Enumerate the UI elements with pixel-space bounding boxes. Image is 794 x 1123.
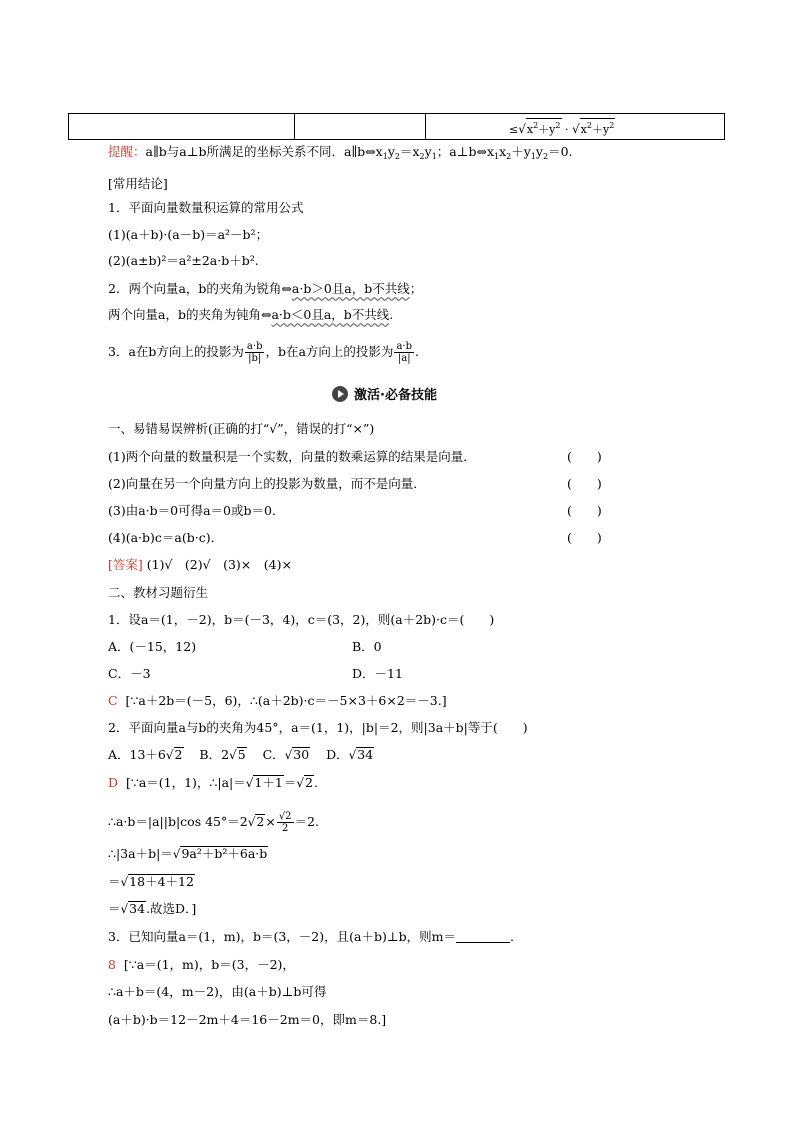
conclusion-2-acute: 2．两个向量a，b的夹角为锐角⇔a·b＞0且a，b不共线； bbox=[108, 281, 423, 296]
q2-stem: 2．平面向量a与b的夹角为45°，a＝(1，1)，|b|＝2，则|3a＋b|等于( ) bbox=[108, 720, 528, 735]
tip-text: a∥b与a⊥b所满足的坐标关系不同．a∥b⇔x bbox=[145, 144, 383, 159]
answer-paren: ( ) bbox=[567, 503, 602, 518]
q1-option-c: C．－3 bbox=[108, 666, 151, 681]
q1-solution: C [∵a＋2b＝(－5，6)，∴(a＋2b)·c＝－5×3＋6×2＝－3.] bbox=[108, 693, 447, 708]
part1-title: 一、易错易误辨析(正确的打“√”，错误的打“×”) bbox=[108, 421, 375, 436]
q3-solution-line-2: ∴a＋b＝(4，m－2)，由(a＋b)⊥b可得 bbox=[108, 984, 327, 999]
q1-stem: 1．设a＝(1，－2)，b＝(－3，4)，c＝(3，2)，则(a＋2b)·c＝( ) bbox=[108, 612, 495, 627]
answer-paren: ( ) bbox=[567, 530, 602, 545]
table-divider bbox=[425, 114, 426, 139]
q1-option-d: D．－11 bbox=[352, 666, 403, 681]
conclusion-3-projection: 3．a在b方向上的投影为 $\frac{a\cdot b}{|b|}$ ，b在a方向上的投影为 $\frac{a\cdot b}{|a|}$ . bbox=[108, 341, 419, 364]
formula-1: (1)(a＋b)·(a－b)＝a²－b²； bbox=[108, 227, 269, 242]
play-circle-icon bbox=[332, 386, 348, 402]
section-heading bbox=[332, 384, 437, 403]
table-divider bbox=[294, 114, 295, 139]
magnitude-inequality: $\le√x^2+y^2 \cdot √x^2+y^2$ bbox=[509, 118, 615, 137]
q2-options: A．13＋6√2 B．2√5 C．√30 D．√34 bbox=[108, 747, 374, 762]
part2-title: 二、教材习题衍生 bbox=[108, 585, 209, 600]
formula-2: (2)(a±b)²＝a²±2a·b＋b². bbox=[108, 253, 259, 268]
conclusions-header: [常用结论] bbox=[108, 176, 168, 191]
q3-stem: 3．已知向量a＝(1，m)，b＝(3，－2)，且(a＋b)⊥b，则m＝ . bbox=[108, 929, 514, 944]
q2-solution-line-5: ＝√34.故选D．] bbox=[108, 901, 197, 916]
q2-solution-line-2: ∴a·b＝|a||b|cos 45°＝2√2× $\frac{√2}{2}$ ＝2. bbox=[108, 811, 319, 834]
q1-option-a: A．(－15，12) bbox=[108, 639, 197, 654]
q1-option-b: B．0 bbox=[352, 639, 382, 654]
judge-item-4: (4)(a·b)c＝a(b·c)． bbox=[108, 530, 224, 545]
q2-solution-line-1: D [∵a＝(1，1)，∴|a|＝√1＋1＝√2. bbox=[108, 775, 318, 790]
q2-solution-line-4: ＝√18＋4＋12 bbox=[108, 874, 194, 889]
judge-item-1: (1)两个向量的数量积是一个实数，向量的数乘运算的结果是向量． bbox=[108, 449, 476, 464]
q3-solution-line-3: (a＋b)·b＝12－2m＋4＝16－2m＝0，即m＝8.] bbox=[108, 1012, 387, 1027]
section-title: 激活·必备技能 bbox=[354, 388, 437, 403]
projection-fraction-a: $\frac{a\cdot b}{|a|}$ bbox=[396, 341, 412, 364]
q2-solution-line-3: ∴|3a＋b|＝√9a²＋b²＋6a·b bbox=[108, 846, 268, 861]
conclusion-1-title: 1．平面向量数量积运算的常用公式 bbox=[108, 200, 304, 215]
part1-answer: [答案] (1)√ (2)√ (3)× (4)× bbox=[108, 557, 292, 572]
judge-item-2: (2)向量在另一个向量方向上的投影为数量，而不是向量． bbox=[108, 476, 426, 491]
sqrt2-over-2-fraction: $\frac{√2}{2}$ bbox=[278, 811, 292, 834]
answer-blank bbox=[456, 930, 510, 943]
q3-solution-line-1: 8 [∵a＝(1，m)，b＝(3，－2)， bbox=[108, 957, 295, 972]
conclusion-2-obtuse: 两个向量a，b的夹角为钝角⇔a·b＜0且a，b不共线. bbox=[108, 307, 394, 322]
tip-label: 提醒： bbox=[108, 144, 146, 159]
answer-paren: ( ) bbox=[567, 449, 602, 464]
answer-paren: ( ) bbox=[567, 476, 602, 491]
judge-item-3: (3)由a·b＝0可得a＝0或b＝0. bbox=[108, 503, 276, 518]
projection-fraction-b: $\frac{a\cdot b}{|b|}$ bbox=[246, 341, 263, 364]
tip-line: 提醒：a∥b与a⊥b所满足的坐标关系不同．$a\parallel b\Leftrightarrow x_1y_2=x_2y_1$；$a\perp b\Leftrightarrow x_1x_2+y_1y_2=0$. bbox=[108, 144, 573, 161]
formula-table-row bbox=[68, 113, 725, 140]
